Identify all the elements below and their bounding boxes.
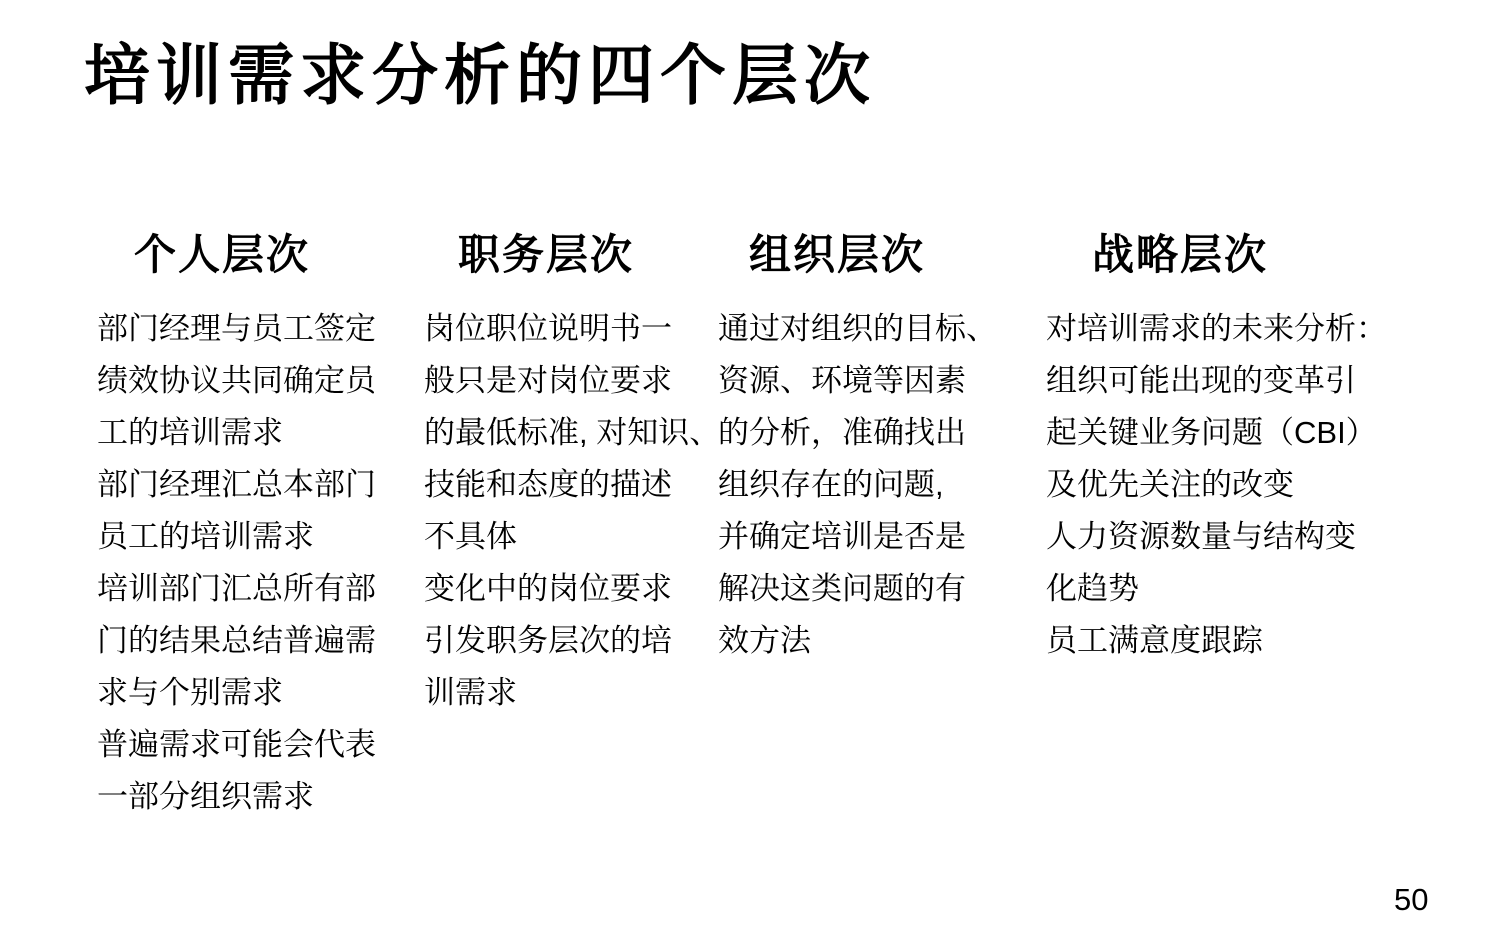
column-body-strategy xyxy=(1046,303,1387,667)
text-line: 解决这类问题的有 xyxy=(718,571,966,606)
text-line: 绩效协议共同确定员 xyxy=(97,363,376,398)
text-line: 员工满意度跟踪 xyxy=(1046,623,1263,658)
text-line: 培训部门汇总所有部 xyxy=(97,571,376,606)
column-body-organization xyxy=(718,303,997,667)
column-body-individual xyxy=(97,303,376,823)
text-line: 员工的培训需求 xyxy=(97,519,314,554)
text-line: 资源、环境等因素 xyxy=(718,363,966,398)
text-line: 工的培训需求 xyxy=(97,415,283,450)
text-line: 门的结果总结普遍需 xyxy=(97,623,376,658)
column-body-job xyxy=(424,303,720,719)
text-line: 对培训需求的未来分析： xyxy=(1046,311,1387,346)
text-line: 的最低标准, 对知识、 xyxy=(424,415,721,450)
text-line: 化趋势 xyxy=(1046,571,1139,606)
text-line: 般只是对岗位要求 xyxy=(424,363,672,398)
column-header-individual: 个人层次 xyxy=(133,231,310,278)
page-number: 50 xyxy=(1394,882,1429,917)
text-line: 训需求 xyxy=(424,675,517,710)
text-line: 部门经理汇总本部门 xyxy=(97,467,376,502)
text-line: 不具体 xyxy=(424,519,517,554)
text-line: 部门经理与员工签定 xyxy=(97,311,376,346)
text-line: 的分析，准确找出 xyxy=(718,415,966,450)
text-line: 一部分组织需求 xyxy=(97,779,314,814)
text-line: 求与个别需求 xyxy=(97,675,283,710)
text-line: 组织存在的问题, xyxy=(718,467,944,502)
text-line: 普遍需求可能会代表 xyxy=(97,727,376,762)
text-line: 技能和态度的描述 xyxy=(424,467,672,502)
text-line: 引发职务层次的培 xyxy=(424,623,672,658)
column-header-strategy: 战略层次 xyxy=(1091,231,1268,278)
text-line: 岗位职位说明书一 xyxy=(424,311,672,346)
text-line: 起关键业务问题（CBI） xyxy=(1046,415,1377,450)
page-title: 培训需求分析的四个层次 xyxy=(84,38,876,112)
text-line: 变化中的岗位要求 xyxy=(424,571,672,606)
text-line: 组织可能出现的变革引 xyxy=(1046,363,1356,398)
text-line: 效方法 xyxy=(718,623,811,658)
text-line: 人力资源数量与结构变 xyxy=(1046,519,1356,554)
text-line: 通过对组织的目标、 xyxy=(718,311,997,346)
column-header-organization: 组织层次 xyxy=(748,231,925,278)
text-line: 及优先关注的改变 xyxy=(1046,467,1294,502)
text-line: 并确定培训是否是 xyxy=(718,519,966,554)
column-header-job: 职务层次 xyxy=(457,231,634,278)
